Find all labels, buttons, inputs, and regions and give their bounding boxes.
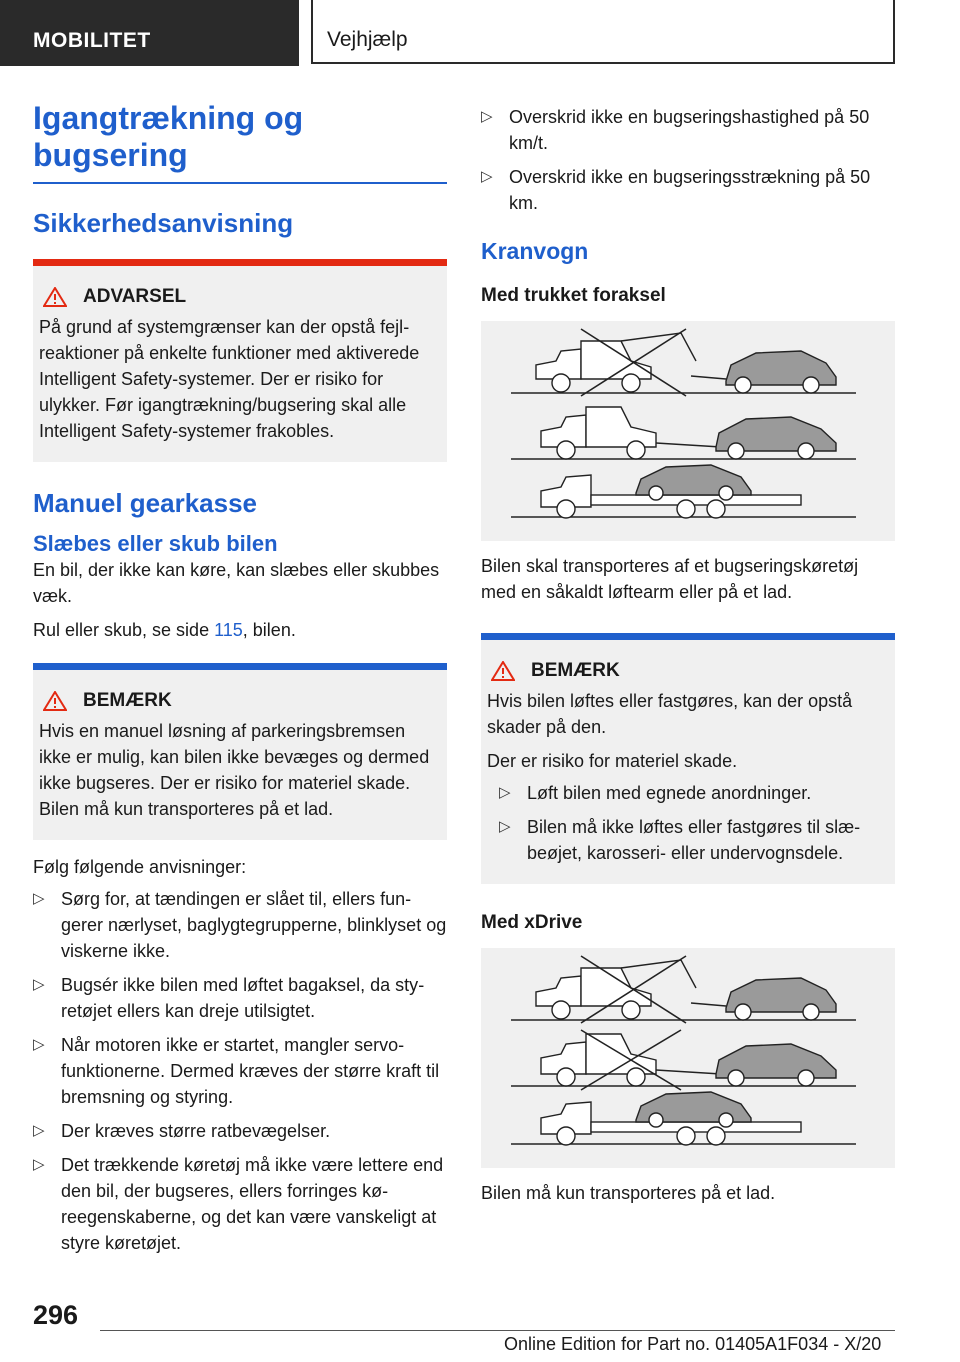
right-column — [481, 104, 895, 1206]
triangle-bullet-icon: ▷ — [33, 1036, 45, 1053]
note-label-left: BEMÆRK — [83, 690, 172, 711]
warning-title — [39, 286, 441, 308]
list-item: ▷ Overskrid ikke en bugseringshastighed på 50 km/t. — [481, 104, 895, 156]
chapter-tab: Vejhjælp — [311, 0, 895, 64]
front-caption: Bilen skal transporteres af et bugseringskøretøj med en såkaldt løftearm eller på et lad. — [481, 556, 859, 602]
warning-text: På grund af systemgrænser kan der opstå fejlreaktioner på enkelte funktioner med aktiverede Intelligent Safety-systemer. Der er risiko for ulykker. Før igangtrækning/bugsering skal alle Intelligent Safety-systemer frakobles. — [39, 317, 420, 441]
follow-text: Følg følgende anvisninger: — [33, 857, 247, 877]
list-item: ▷ Det trækkende køretøj må ikke være lettere end den bil, der bugseres, ellers forringes køreegenskaberne, og det kan være vanskeligt at styre køretøjet. — [33, 1152, 447, 1256]
tow-heading: Slæbes eller skub bilen — [33, 531, 278, 556]
note-box-right — [481, 633, 895, 884]
roll-prefix: Rul eller skub, se side — [33, 620, 215, 640]
note-label-right: BEMÆRK — [531, 660, 620, 681]
list-item: ▷ Når motoren ikke er startet, mangler servofunktionerne. Dermed kræves der større kraft til bremsning og styring. — [33, 1032, 447, 1110]
edition-text: Online Edition for Part no. 01405A1F034 - X/20 — [504, 1334, 882, 1354]
page-title: Igangtrækning og bugsering — [33, 100, 304, 173]
note-list-right — [487, 780, 889, 866]
note-text-left: Hvis en manuel løsning af parkeringsbremsen ikke er mulig, kan bilen ikke bevæges og dermed ikke bugseres. Der er risiko for materiel skade. Bilen må kun transporteres på et lad. — [39, 721, 430, 819]
list-item: ▷ Bilen må ikke løftes eller fastgøres til slæbeøjet, karosseri- eller undervognsdele. — [499, 814, 889, 866]
left-column — [33, 100, 447, 1264]
instruction-list — [33, 886, 447, 1256]
page-number: 296 — [33, 1300, 79, 1330]
list-item: ▷ Sørg for, at tændingen er slået til, ellers fungerer nærlyset, baglygtegrupperne, blinklyset og viskerne ikke. — [33, 886, 447, 964]
title-rule — [33, 182, 447, 184]
warning-triangle-icon — [43, 287, 67, 307]
list-item: ▷ Bugsér ikke bilen med løftet bagaksel, da styretøjet ellers kan dreje utilsigtet. — [33, 972, 447, 1024]
triangle-bullet-icon: ▷ — [33, 1156, 45, 1173]
list-item: ▷ Løft bilen med egnede anordninger. — [499, 780, 889, 806]
warning-triangle-icon — [491, 661, 515, 681]
crane-heading: Kranvogn — [481, 238, 589, 264]
note-box-left — [33, 663, 447, 840]
list-item: ▷ Der kræves større ratbevægelser. — [33, 1118, 447, 1144]
warning-label: ADVARSEL — [83, 286, 187, 307]
triangle-bullet-icon: ▷ — [481, 108, 493, 125]
warning-triangle-icon — [43, 691, 67, 711]
xdrive-heading: Med xDrive — [481, 912, 583, 933]
triangle-bullet-icon: ▷ — [499, 784, 511, 801]
warning-box — [33, 259, 447, 462]
page-link[interactable]: 115 — [214, 620, 243, 640]
triangle-bullet-icon: ▷ — [481, 168, 493, 185]
xdrive-caption: Bilen må kun transporteres på et lad. — [481, 1183, 776, 1203]
front-heading: Med trukket foraksel — [481, 285, 666, 306]
tow-text: En bil, der ikke kan køre, kan slæbes eller skubbes væk. — [33, 560, 440, 606]
manual-heading: Manuel gearkasse — [33, 488, 258, 518]
triangle-bullet-icon: ▷ — [33, 976, 45, 993]
page-header — [0, 0, 960, 66]
towing-illustration-front — [481, 321, 895, 541]
triangle-bullet-icon: ▷ — [33, 890, 45, 907]
note-title-right — [487, 660, 889, 682]
towing-illustration-xdrive — [481, 948, 895, 1168]
triangle-bullet-icon: ▷ — [499, 818, 511, 835]
speed-list — [481, 104, 895, 216]
note-title-left — [39, 690, 441, 712]
note-text2-right: Der er risiko for materiel skade. — [487, 751, 738, 771]
triangle-bullet-icon: ▷ — [33, 1122, 45, 1139]
roll-text — [33, 617, 447, 643]
footer-rule — [100, 1330, 895, 1331]
roll-suffix: , bilen. — [242, 620, 296, 640]
list-item: ▷ Overskrid ikke en bugseringsstrækning på 50 km. — [481, 164, 895, 216]
safety-heading: Sikkerhedsanvisning — [33, 208, 294, 238]
note-text1-right: Hvis bilen løftes eller fastgøres, kan der opstå skader på den. — [487, 691, 853, 737]
section-tab: MOBILITET — [0, 0, 299, 66]
